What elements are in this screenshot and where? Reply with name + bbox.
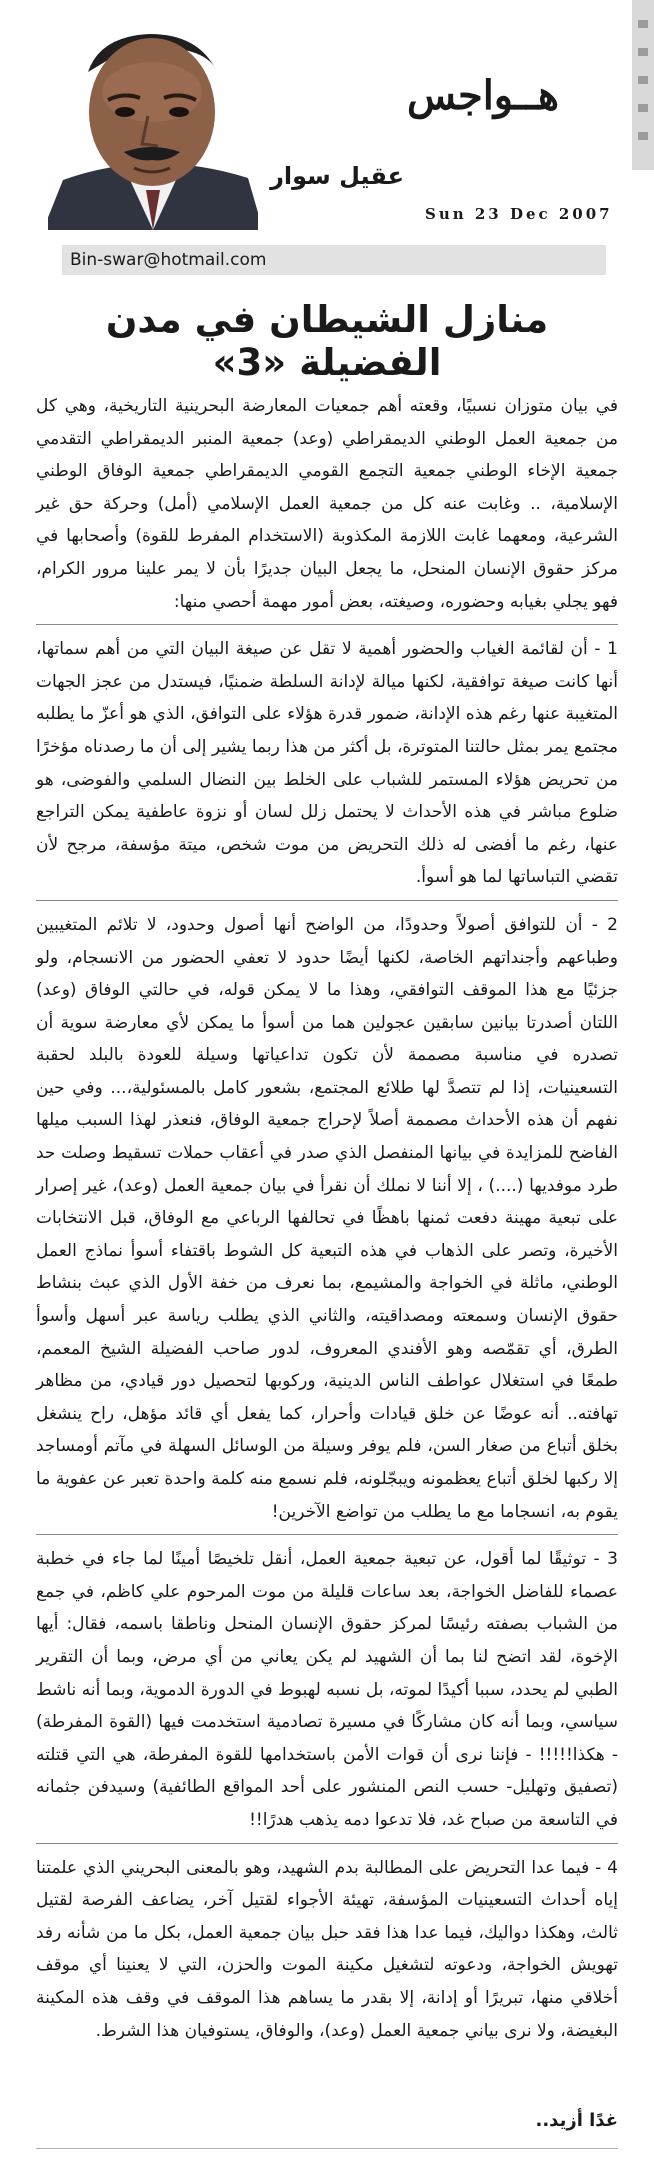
article-paragraph: 4 - فيما عدا التحريض على المطالبة بدم الشهيد، وهو بالمعنى البحريني الذي علمتنا إياه أحداث التسعينيات المؤسفة، تهيئة الأجواء لقتيل آخر، يضاعف الفرصة لقتيل ثالث، وهكذا دواليك، فيما عدا هذا فقد حبل بيان جمعية العمل، بكل ما من شأنه رفد تهويش الخواجة، ودعوته لتشغيل مكينة الموت والحزن، التي لا يعنينا أي موقف أخلاقي منها، تبريرًا أو إدانة، إلا بقدر ما يساهم هذا الموقف في وقف هذه المكينة البغيضة، ولا نرى بياني جمعية العمل (وعد)، والوفاق، يستوفيان هذا الشرط.: [36, 1857, 618, 2041]
strip-mark: [638, 48, 648, 56]
article-headline: منازل الشيطان في مدن الفضيلة «3»: [105, 298, 549, 384]
article-signoff: غدًا أزيد..: [535, 2110, 618, 2131]
publish-date: Sun 23 Dec 2007: [425, 205, 613, 223]
divider: [36, 1534, 618, 1535]
divider: [36, 900, 618, 901]
author-photo: [48, 30, 258, 230]
author-email: Bin-swar@hotmail.com: [70, 250, 267, 270]
author-name: عقيل سوار: [270, 162, 404, 190]
strip-mark: [638, 104, 648, 112]
column-title: هــواجس: [406, 72, 559, 119]
footer-rule: [36, 2148, 618, 2149]
divider: [36, 624, 618, 625]
strip-mark: [638, 76, 648, 84]
article-paragraph: في بيان متوزان نسبيًا، وقعته أهم جمعيات المعارضة البحرينية التاريخية، وهي كل من جمعية العمل الوطني الديمقراطي (وعد) جمعية المنبر الديمقراطي التقدمي جمعية الإخاء الوطني جمعية التجمع القومي الديمقراطي جمعية الوفاق الوطني الإسلامية، .. وغابت عنه كل من جمعية العمل الإسلامي (أمل) وحركة حق غير الشرعية، ومعهما غابت اللازمة المكذوبة (الاستخدام المفرط للقوة) وأصحابها في مركز حقوق الإنسان المنحل، ما يجعل البيان جديرًا بأن لا يمر علينا مرور الكرام، فهو يجلي بغيابه وحضوره، وصيغته، بعض أمور مهمة أحصي منها:: [36, 396, 618, 612]
strip-mark: [638, 20, 648, 28]
strip-mark: [638, 132, 648, 140]
divider: [36, 1843, 618, 1844]
article-paragraph: 2 - أن للتوافق أصولاً وحدودًا، من الواضح أنها أصول وحدود، لا تلائم المتغيبين وطباعهم وأجنداتهم الخاصة، لكنها أيضًا حدود لا تعفي الحضور من الانسجام، ولو جزئيًا مع هذا الموقف التوافقي، وهذا ما لا يمكن قوله، في حالتي الوفاق (وعد) اللتان أصدرتا بيانين سابقين عجولين هما من أسوأ ما يمكن لأي معارضة سوية أن تصدره في مناسبة مصممة لأن تكون تداعياتها وسيلة للعودة بالبلد لحقبة التسعينيات، إذا لم تتصدَّ لها طلائع المجتمع، بشعور كامل بالمسئولية،... وفي حين نفهم أن هذه الأحداث مصممة أصلاً لإحراج جمعية الوفاق، فنعذر لهذا السبب ميلها الفاضح للمزايدة في بيانها المنفصل الذي صدر في أعقاب حملات تسقيط وصلت حد طرد موفديها (....) ، إلا أننا لا نملك أن نقرأ في بيان جمعية العمل (وعد)، غير إصرار على تبعية مهينة دفعت ثمنها باهظًا في تحالفها الرباعي مع الوفاق، قبل الانتخابات الأخيرة، وتصر على الذهاب في هذه التبعية كل الشوط باقتفاء أسوأ نماذج العمل الوطني، ماثلة في الخواجة والمشيمع، بما نعرف من خفة الأول الذي عبث بنشاط حقوق الإنسان وسمعته ومصداقيته، والثاني الذي يطلب رياسة عبر أسهل وأسوأ الطرق، أي تقمّصه وهو الأفندي المعروف، لدور صاحب الفضيلة الشيخ المعمم، طمعًا في استغلال عواطف الناس الدينية، وركوبها لتحصيل دور قيادي، من مظاهر تهافته.. أنه عوضًا عن خلق قيادات وأحرار، كما يفعل أي قائد مؤهل، راح ينشغل بخلق أتباع من صغار السن، فلم يوفر وسيلة من الوسائل السهلة في مآتم أومساجد إلا ركبها لخلق أتباع يعظمونه ويبجّلونه، فلم نسمع منه كلمة واحدة تعبر عن عفوية ما يقوم به، انسجاما مع ما يطلب من تواضع الآخرين!: [36, 914, 618, 1522]
side-strip: [632, 0, 654, 170]
article-body: [36, 390, 618, 2053]
article-paragraph: 1 - أن لقائمة الغياب والحضور أهمية لا تقل عن صيغة البيان التي من أهم سماتها، أنها كانت صيغة توافقية، لكنها ميالة لإدانة السلطة ضمنيًا، فيستدل من عجز الجهات المتغيبة عنها رغم هذه الإدانة، ضمور قدرة هؤلاء على التوافق، الذي هو أعزّ ما يطلبه مجتمع يمر بمثل حالتنا المتوترة، بل أكثر من هذا ربما يشير إلى أن ما رصدناه مؤخرًا من تحريض هؤلاء المستمر للشباب على الخلط بين النضال السلمي والفوضى، هو ضلوع مباشر في هذه الأحداث لا يحتمل زلل لسان أو نزوة عاطفية يمكن التراجع عنها، رغم ما أفضى له ذلك التحريض من موت شخص، ميتة مؤسفة، مرجح لأن تقضي التباساتها لما هو أسوأ.: [36, 639, 618, 888]
article-paragraph: 3 - توثيقًا لما أقول، عن تبعية جمعية العمل، أنقل تلخيصًا أمينًا لما جاء في خطبة عصماء للفاضل الخواجة، بعد ساعات قليلة من موت المرحوم علي كاظم، في جمع من الشباب بصفته رئيسًا لمركز حقوق الإنسان المنحل وناطقا باسمه، فقال: أيها الإخوة، لقد اتضح لنا بما أن الشهيد لم يكن يعاني من أي مرض، وبما أن التقرير الطبي لم يحدد، سببا أكيدًا لموته، بل نسبه لهبوط في الدورة الدموية، وبما أنه ناشط سياسي، وبما أنه كان مشاركًا في مسيرة تصادمية استخدمت فيها (القوة المفرطة) - هكذا!!!!! - فإننا نرى أن قوات الأمن باستخدامها للقوة المفرطة، هي التي قتلته (تصفيق وتهليل- حسب النص المنشور على أحد المواقع الطائفية) وسيدفن جثمانه في التاسعة من صباح غد، فلا تدعوا دمه يذهب هدرًا!!: [36, 1549, 618, 1830]
